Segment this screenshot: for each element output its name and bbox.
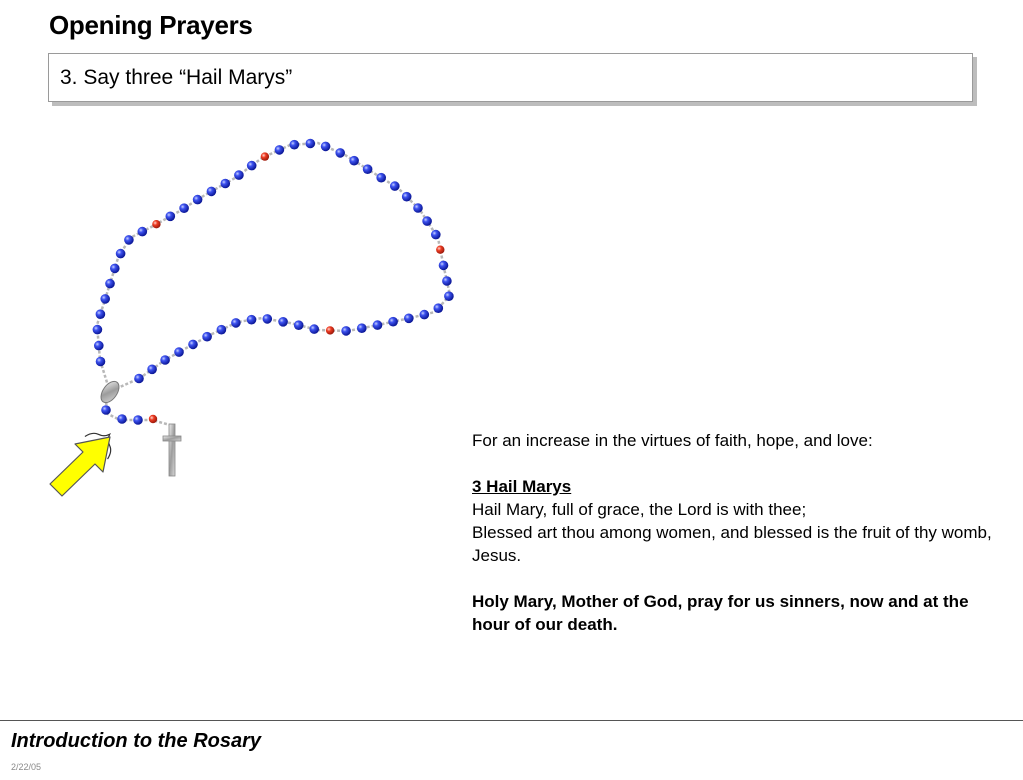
hail-mary-bead — [193, 195, 203, 205]
chain-link — [97, 143, 450, 392]
crucifix-icon — [163, 424, 181, 476]
hail-mary-bead — [234, 170, 244, 180]
hail-mary-bead — [349, 156, 359, 166]
rosary-pendant — [50, 378, 181, 496]
hail-mary-bead — [101, 405, 111, 415]
hail-mary-bead — [442, 276, 452, 286]
hail-mary-bead — [94, 341, 104, 351]
hail-mary-bead — [439, 261, 449, 271]
our-father-bead — [326, 326, 334, 334]
hail-mary-bead — [105, 279, 115, 289]
hail-mary-bead — [376, 173, 386, 183]
hail-mary-bead — [124, 235, 134, 245]
hail-mary-bead — [221, 179, 231, 189]
hail-mary-bead — [93, 325, 103, 335]
hail-mary-bead — [116, 249, 126, 259]
hail-mary-bead — [96, 309, 106, 319]
prayer-intro: For an increase in the virtues of faith, hope, and love: — [472, 431, 873, 450]
hail-mary-bead — [202, 332, 212, 342]
footer-title: Introduction to the Rosary — [11, 730, 261, 752]
hail-mary-bead — [179, 203, 189, 213]
hail-mary-bead — [217, 325, 227, 335]
hail-mary-bead — [247, 315, 257, 325]
hail-mary-bead — [373, 320, 383, 330]
hail-mary-bead — [357, 323, 367, 333]
slide-title: Opening Prayers — [49, 10, 253, 40]
hail-mary-bead — [390, 181, 400, 191]
hail-mary-bead — [363, 164, 373, 174]
prayer-text — [472, 429, 1002, 636]
rosary-centerpiece — [97, 378, 122, 406]
hail-marys-heading: 3 Hail Marys — [472, 477, 572, 496]
hail-mary-bead — [404, 314, 414, 324]
rosary-beads — [93, 139, 454, 425]
hail-mary-bead — [422, 216, 432, 226]
hail-mary-bead — [290, 140, 300, 150]
hail-mary-bead — [420, 310, 430, 320]
hail-mary-bead — [431, 230, 441, 240]
our-father-bead — [149, 415, 157, 423]
hail-mary-bead — [134, 374, 144, 384]
footer-divider — [0, 720, 1023, 721]
hail-mary-bead — [247, 161, 257, 171]
hail-mary-bead — [294, 320, 304, 330]
our-father-bead — [152, 220, 160, 228]
step-text: 3. Say three “Hail Marys” — [60, 66, 293, 89]
hail-mary-bead — [100, 294, 110, 304]
hail-mary-bead — [309, 324, 319, 334]
hail-mary-bead — [207, 187, 217, 197]
hail-mary-bead — [110, 264, 120, 274]
hail-mary-bead — [306, 139, 316, 149]
hail-mary-bead — [278, 317, 288, 327]
hail-mary-bead — [96, 357, 106, 367]
our-father-bead — [261, 152, 269, 160]
prayer-line-2: Blessed art thou among women, and blessed is the fruit of thy womb, Jesus. — [472, 523, 992, 565]
hail-mary-bead — [117, 414, 127, 424]
hail-mary-bead — [388, 317, 398, 327]
hail-mary-bead — [166, 212, 176, 222]
prayer-line-3: Holy Mary, Mother of God, pray for us sinners, now and at the hour of our death. — [472, 592, 969, 634]
hail-mary-bead — [138, 227, 148, 237]
hail-mary-bead — [444, 291, 454, 301]
hail-mary-bead — [147, 365, 157, 375]
hail-mary-bead — [174, 347, 184, 357]
hail-mary-bead — [188, 340, 198, 350]
hail-mary-bead — [434, 303, 444, 313]
prayer-line-1: Hail Mary, full of grace, the Lord is with thee; — [472, 500, 807, 519]
footer-date: 2/22/05 — [11, 762, 42, 772]
hail-mary-bead — [231, 318, 241, 328]
hail-mary-bead — [275, 145, 285, 155]
hail-mary-bead — [133, 415, 143, 425]
hail-mary-bead — [341, 326, 351, 336]
hail-mary-bead — [413, 203, 423, 213]
hail-mary-bead — [321, 142, 331, 152]
hail-mary-bead — [160, 355, 170, 365]
our-father-bead — [436, 246, 444, 254]
pointer-arrow-icon — [50, 437, 110, 496]
hail-mary-bead — [402, 192, 412, 202]
hail-mary-bead — [335, 148, 345, 158]
hail-mary-bead — [263, 314, 273, 324]
